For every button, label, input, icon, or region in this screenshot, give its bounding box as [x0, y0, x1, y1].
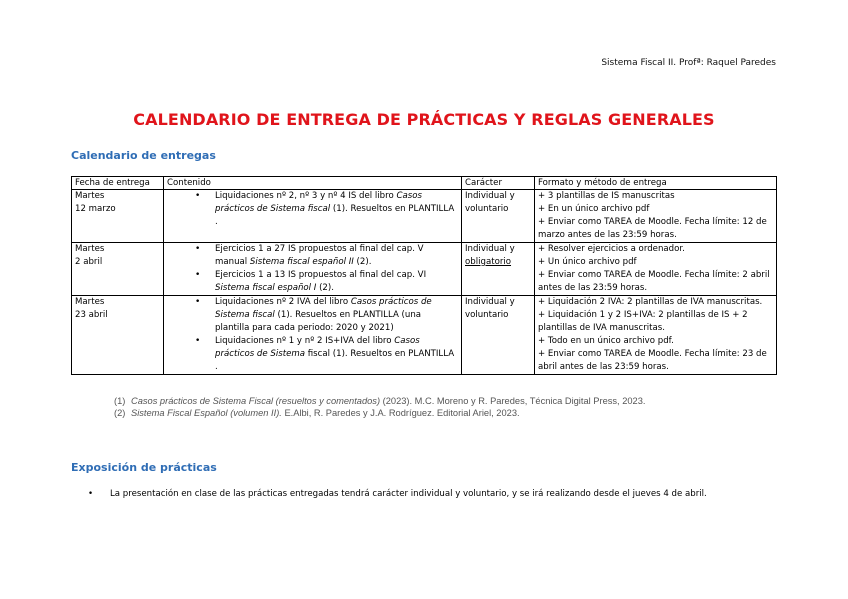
bullet-icon: •: [88, 489, 94, 499]
date-cell: [72, 243, 164, 296]
footnotes: [114, 395, 645, 419]
exposicion-text: La presentación en clase de las prácticas entregadas tendrá carácter individual y voluntario, y se irá realizando desde el jueves 4 de abril.: [110, 489, 707, 499]
date-weekday: Martes: [75, 297, 105, 307]
formato-line: + 3 plantillas de IS manuscritas: [538, 191, 675, 201]
date-weekday: Martes: [75, 244, 105, 254]
content-cell: [164, 243, 462, 296]
caracter-cell: Individual y voluntario: [462, 190, 535, 243]
deliveries-table: [71, 176, 777, 375]
column-header-caracter: Carácter: [462, 177, 535, 190]
formato-line: + Enviar como TAREA de Moodle. Fecha límite: 23 de abril antes de las 23:59 horas.: [538, 349, 767, 372]
content-item: • Ejercicios 1 a 27 IS propuestos al final del cap. V manual Sistema fiscal español II (2).: [205, 243, 458, 269]
section-heading-calendario: Calendario de entregas: [71, 149, 216, 162]
formato-cell: [535, 296, 777, 375]
document-header: Sistema Fiscal II. Profª: Raquel Paredes: [601, 58, 776, 68]
content-cell: [164, 190, 462, 243]
caracter-cell: Individual y voluntario: [462, 296, 535, 375]
content-cell: [164, 296, 462, 375]
formato-line: + En un único archivo pdf: [538, 204, 650, 214]
book-title: Sistema fiscal español I: [215, 283, 317, 293]
book-title: Casos prácticos de Sistema fiscal: [215, 297, 432, 320]
footnote-book-title: Sistema Fiscal Español (volumen II).: [131, 408, 282, 418]
section-heading-exposicion: Exposición de prácticas: [71, 461, 217, 474]
column-header-fecha: Fecha de entrega: [72, 177, 164, 190]
content-item: • Liquidaciones nº 2, nº 3 y nº 4 IS del libro Casos prácticos de Sistema fiscal (1). Resueltos en PLANTILLA .: [205, 190, 458, 229]
date-cell: [72, 190, 164, 243]
book-title: Sistema fiscal español II: [249, 257, 354, 267]
column-header-formato: Formato y método de entrega: [535, 177, 777, 190]
formato-cell: [535, 243, 777, 296]
formato-line: + Enviar como TAREA de Moodle. Fecha límite: 12 de marzo antes de las 23:59 horas.: [538, 217, 767, 240]
footnote: (1) Casos prácticos de Sistema Fiscal (resueltos y comentados) (2023). M.C. Moreno y R. Paredes, Técnica Digital Press, 2023.: [114, 396, 646, 406]
table-row: [72, 296, 777, 375]
formato-line: + Liquidación 2 IVA: 2 plantillas de IVA manuscritas.: [538, 297, 763, 307]
formato-line: + Resolver ejercicios a ordenador.: [538, 244, 685, 254]
footnote: (2) Sistema Fiscal Español (volumen II). E.Albi, R. Paredes y J.A. Rodríguez. Editorial Ariel, 2023.: [114, 408, 520, 418]
column-header-contenido: Contenido: [164, 177, 462, 190]
date-day: 23 abril: [75, 310, 108, 320]
formato-line: + Liquidación 1 y 2 IS+IVA: 2 plantillas de IS + 2 plantillas de IVA manuscritas.: [538, 310, 748, 333]
caracter-cell: Individual y obligatorio: [462, 243, 535, 296]
content-item: • Liquidaciones nº 1 y nº 2 IS+IVA del libro Casos prácticos de Sistema fiscal (1). Resueltos en PLANTILLA .: [205, 335, 458, 374]
exposicion-bullet: [90, 489, 707, 499]
table-header-row: [72, 177, 777, 190]
content-item: • Ejercicios 1 a 13 IS propuestos al final del cap. VI Sistema fiscal español I (2).: [205, 269, 458, 295]
book-title: Casos prácticos de Sistema: [215, 336, 420, 359]
obligatorio-label: obligatorio: [465, 257, 512, 267]
book-title: Casos prácticos de Sistema fiscal: [215, 191, 422, 214]
footnote-book-title: Casos prácticos de Sistema Fiscal (resueltos y comentados): [131, 396, 381, 406]
formato-line: + Enviar como TAREA de Moodle. Fecha límite: 2 abril antes de las 23:59 horas.: [538, 270, 770, 293]
table-row: [72, 243, 777, 296]
formato-line: + Un único archivo pdf: [538, 257, 637, 267]
formato-line: + Todo en un único archivo pdf.: [538, 336, 674, 346]
date-day: 12 marzo: [75, 204, 116, 214]
document-title: CALENDARIO DE ENTREGA DE PRÁCTICAS Y REGLAS GENERALES: [133, 110, 715, 129]
date-day: 2 abril: [75, 257, 103, 267]
date-cell: [72, 296, 164, 375]
formato-cell: [535, 190, 777, 243]
content-item: • Liquidaciones nº 2 IVA del libro Casos prácticos de Sistema fiscal (1). Resueltos en PLANTILLA (una plantilla para cada periodo: 2020 y 2021): [205, 296, 458, 335]
table-row: [72, 190, 777, 243]
date-weekday: Martes: [75, 191, 105, 201]
